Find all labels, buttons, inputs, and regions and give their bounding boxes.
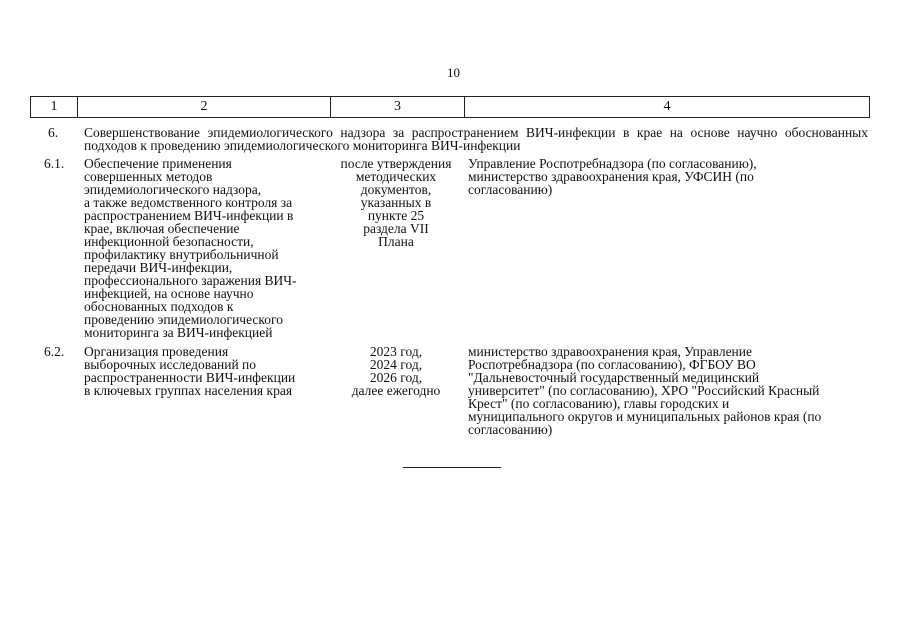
column-header-3: 3 xyxy=(331,97,465,117)
row-task xyxy=(84,157,322,339)
task-line: обоснованных подходов к xyxy=(84,299,234,314)
term-line: 2024 год, xyxy=(369,357,423,372)
row-term xyxy=(332,157,460,248)
task-line: передачи ВИЧ-инфекции, xyxy=(84,260,233,275)
task-line: эпидемиологического надзора, xyxy=(84,182,262,197)
task-line: в ключевых группах населения края xyxy=(84,383,293,398)
row-executors xyxy=(468,157,868,196)
executor-line: министерство здравоохранения края, УФСИН (по xyxy=(468,169,754,184)
task-line: Обеспечение применения xyxy=(84,156,232,171)
row-executors xyxy=(468,345,868,436)
task-line: профилактику внутрибольничной xyxy=(84,247,279,262)
task-line: инфекционной безопасности, xyxy=(84,234,254,249)
term-line: методических xyxy=(355,169,437,184)
task-line: инфекцией, на основе научно xyxy=(84,286,254,301)
task-line: распространением ВИЧ-инфекции в xyxy=(84,208,294,223)
column-header-row xyxy=(30,96,870,118)
column-header-4: 4 xyxy=(663,99,671,114)
executor-line: Управление Роспотребнадзора (по согласованию), xyxy=(468,156,757,171)
executor-line: "Дальневосточный государственный медицинский xyxy=(468,370,760,385)
executor-line: Крест" (по согласованию), главы городских и xyxy=(468,396,730,411)
term-line: пункте 25 xyxy=(367,208,425,223)
executor-line: согласованию) xyxy=(468,182,553,197)
row-term xyxy=(332,345,460,397)
task-line: проведению эпидемиологического xyxy=(84,312,283,327)
term-line: Плана xyxy=(378,234,414,249)
row-task xyxy=(84,345,322,397)
task-line: выборочных исследований по xyxy=(84,357,257,372)
page-number: 10 xyxy=(447,65,460,80)
column-header-1: 1 xyxy=(31,97,78,117)
section-title: Совершенствование эпидемиологического надзора за распространением ВИЧ-инфекции в крае на основе научно обоснованных подходов к проведению эпидемиологического мониторинга ВИЧ-инфекции xyxy=(84,125,868,153)
term-line: 2026 год, xyxy=(369,370,423,385)
term-line: 2023 год, xyxy=(369,344,423,359)
task-line: крае, включая обеспечение xyxy=(84,221,240,236)
executor-line: муниципального округов и муниципальных районов края (по xyxy=(468,409,822,424)
executor-line: университет" (по согласованию), ХРО "Российский Красный xyxy=(468,383,820,398)
section-number: 6. xyxy=(48,125,59,140)
term-line: документов, xyxy=(360,182,432,197)
term-line: после утверждения xyxy=(340,156,452,171)
end-of-table-line xyxy=(403,467,501,468)
term-line: указанных в xyxy=(360,195,432,210)
term-line: далее ежегодно xyxy=(351,383,441,398)
task-line: распространенности ВИЧ-инфекции xyxy=(84,370,296,385)
executor-line: согласованию) xyxy=(468,422,553,437)
column-header-2: 2 xyxy=(78,97,331,117)
task-line: профессионального заражения ВИЧ- xyxy=(84,273,297,288)
row-number: 6.2. xyxy=(44,344,65,359)
executor-line: Роспотребнадзора (по согласованию), ФГБОУ ВО xyxy=(468,357,756,372)
task-line: совершенных методов xyxy=(84,169,213,184)
row-number: 6.1. xyxy=(44,156,65,171)
task-line: а также ведомственного контроля за xyxy=(84,195,293,210)
task-line: Организация проведения xyxy=(84,344,229,359)
executor-line: министерство здравоохранения края, Управление xyxy=(468,344,753,359)
term-line: раздела VII xyxy=(363,221,429,236)
task-line: мониторинга за ВИЧ-инфекцией xyxy=(84,325,273,340)
